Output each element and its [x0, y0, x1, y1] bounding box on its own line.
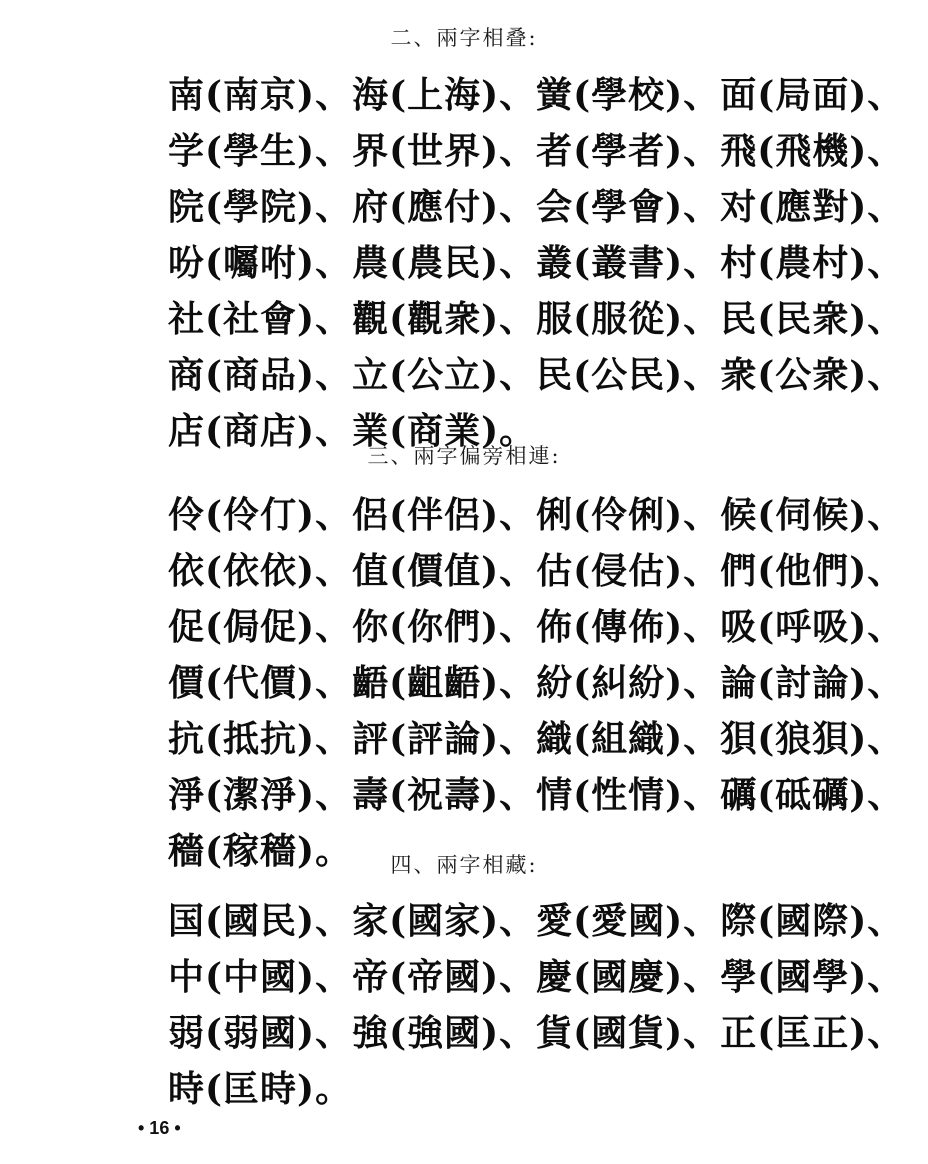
body-line: 商(商品)、立(公立)、民(公民)、衆(公衆)、: [168, 354, 905, 396]
section-heading-four: 四、兩字相藏:: [390, 853, 538, 877]
section-body-three: [168, 487, 905, 879]
body-line: 抗(抵抗)、評(評論)、織(組織)、狽(狼狽)、: [168, 718, 905, 760]
body-line: 中(中國)、帝(帝國)、慶(國慶)、學(國學)、: [168, 956, 905, 998]
page-number: • 16 •: [138, 1118, 181, 1138]
body-line: 伶(伶仃)、侶(伴侶)、俐(伶俐)、候(伺候)、: [168, 494, 905, 536]
section-heading-two: 二、兩字相叠:: [390, 26, 538, 50]
body-line: 時(匡時)。: [168, 1068, 353, 1110]
body-line: 吩(囑咐)、農(農民)、叢(叢書)、村(農村)、: [168, 242, 905, 284]
body-line: 價(代價)、齬(齟齬)、紛(糾紛)、論(討論)、: [168, 662, 905, 704]
body-line: 学(學生)、界(世界)、者(學者)、飛(飛機)、: [168, 130, 905, 172]
section-body-four: [168, 893, 905, 1117]
body-line: 弱(弱國)、強(強國)、貨(國貨)、正(匡正)、: [168, 1012, 905, 1054]
body-line: 院(學院)、府(應付)、会(學會)、对(應對)、: [168, 186, 905, 228]
section-body-two: [168, 67, 905, 459]
body-line: 国(國民)、家(國家)、愛(愛國)、際(國際)、: [168, 900, 905, 942]
body-line: 依(依依)、值(價值)、估(侵估)、們(他們)、: [168, 550, 905, 592]
body-line: 淨(潔淨)、壽(祝壽)、情(性情)、礪(砥礪)、: [168, 774, 905, 816]
section-heading-three: 三、兩字偏旁相連:: [367, 444, 561, 468]
body-line: 南(南京)、海(上海)、黉(學校)、面(局面)、: [168, 74, 905, 116]
body-line: 促(侷促)、你(你們)、佈(傳佈)、吸(呼吸)、: [168, 606, 905, 648]
body-line: 社(社會)、觀(觀衆)、服(服從)、民(民衆)、: [168, 298, 905, 340]
body-line: 店(商店)、業(商業)。: [168, 410, 537, 452]
body-line: 穡(稼穡)。: [168, 830, 353, 872]
